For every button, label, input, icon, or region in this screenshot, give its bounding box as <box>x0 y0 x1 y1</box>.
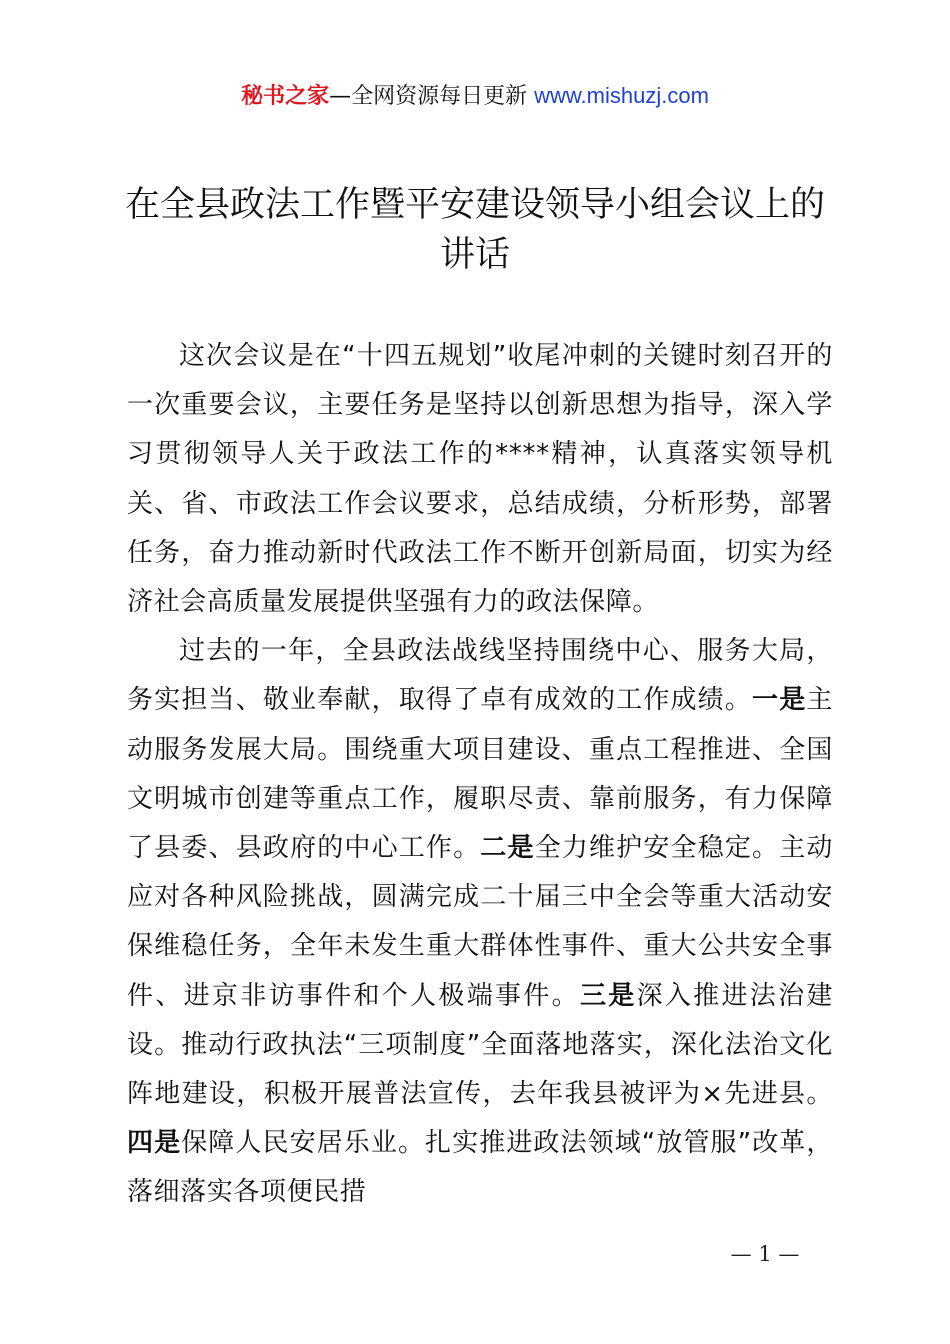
paragraph-1: 这次会议是在“十四五规划”收尾冲刺的关键时刻召开的一次重要会议，主要任务是坚持以创新思想为指导，深入学习贯彻领导人关于政法工作的****精神，认真落实领导机关、省、市政法工作会议要求，总结成绩，分析形势，部署任务，奋力推动新时代政法工作不断开创新局面，切实为经济社会高质量发展提供坚强有力的政法保障。 <box>127 341 833 618</box>
site-url-link[interactable]: www.mishuzj.com <box>534 83 709 108</box>
point-3-label: 三是 <box>579 980 637 1011</box>
paragraph-2 <box>127 627 833 1217</box>
paragraph-2-intro: 过去的一年，全县政法战线坚持围绕中心、服务大局，务实担当、敬业奉献，取得了卓有成效的工作成绩。 <box>127 636 833 716</box>
point-1-text: 主动服务发展大局。围绕重大项目建设、重点工程推进、全国文明城市创建等重点工作，履职尽责、靠前服务，有力保障了县委、县政府的中心工作。 <box>127 685 833 864</box>
point-1-label: 一是 <box>752 685 807 716</box>
point-4-text: 保障人民安居乐业。扎实推进政法领域“放管服”改革，落细落实各项便民措 <box>127 1128 833 1208</box>
point-2-label: 二是 <box>480 833 535 864</box>
point-2-text: 全力维护安全稳定。主动应对各种风险挑战，圆满完成二十届三中全会等重大活动安保维稳任务，全年未发生重大群体性事件、重大公共安全事件、进京非访事件和个人极端事件。 <box>127 833 833 1011</box>
document-body <box>127 332 833 1218</box>
point-4-label: 四是 <box>127 1128 182 1159</box>
document-title: 在全县政法工作暨平安建设领导小组会议上的讲话 <box>124 185 825 275</box>
site-brand: 秘书之家 <box>241 84 330 109</box>
page-number: — 1 — <box>730 1242 800 1266</box>
point-3-text: 深入推进法治建设。推动行政执法“三项制度”全面落地落实，深化法治文化阵地建设，积极开展普法宣传，去年我县被评为×先进县。 <box>127 980 834 1110</box>
site-watermark-header <box>0 80 950 113</box>
site-slogan: —全网资源每日更新 <box>329 84 535 109</box>
